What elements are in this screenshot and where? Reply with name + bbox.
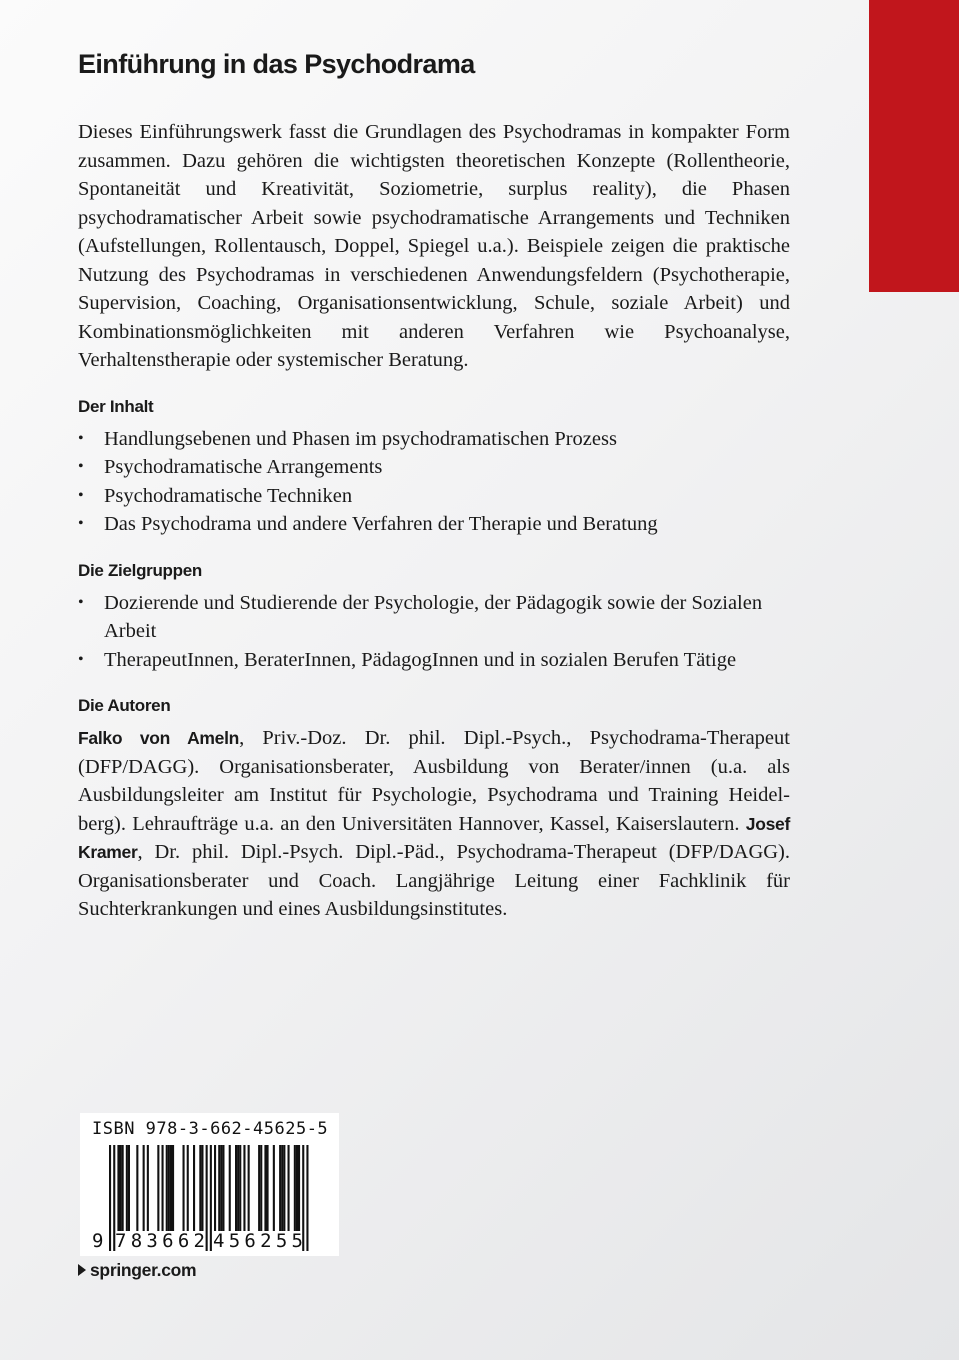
- barcode-bar: [248, 1145, 250, 1231]
- barcode-bar: [237, 1145, 239, 1231]
- barcode-first-digit: 9: [92, 1230, 104, 1252]
- inhalt-list: [78, 425, 790, 539]
- barcode-bar: [120, 1145, 122, 1231]
- barcode-bar: [201, 1145, 203, 1231]
- list-item: • Handlungsebenen und Phasen im psychodramatischen Prozess: [78, 425, 790, 454]
- barcode-bar: [136, 1145, 138, 1231]
- barcode-bar: [147, 1145, 149, 1231]
- authors-paragraph: [78, 724, 790, 924]
- springer-link[interactable]: [78, 1260, 196, 1281]
- barcode-bar: [193, 1145, 195, 1231]
- section-heading-zielgruppen: Die Zielgruppen: [78, 560, 202, 580]
- list-item: • Psychodramatische Techniken: [78, 482, 790, 511]
- barcode-bar: [170, 1145, 172, 1231]
- barcode-bar: [143, 1145, 145, 1231]
- barcode-bar: [273, 1145, 275, 1231]
- barcode-bar: [128, 1145, 130, 1231]
- list-item: • TherapeutInnen, BeraterInnen, PädagogInnen und in sozialen Berufen Tätige: [78, 646, 790, 675]
- barcode-bar: [243, 1145, 245, 1231]
- barcode-bar: [296, 1145, 298, 1231]
- barcode-guard-bar: [206, 1145, 208, 1251]
- barcode-bar: [298, 1145, 300, 1231]
- zielgruppen-list: [78, 589, 790, 675]
- barcode-bar: [267, 1145, 269, 1231]
- barcode-bar: [239, 1145, 241, 1231]
- list-item: • Psychodramatische Arrangements: [78, 453, 790, 482]
- book-title: Einführung in das Psychodrama: [78, 49, 475, 79]
- barcode-bar: [222, 1145, 224, 1231]
- back-cover-text: [78, 44, 790, 924]
- barcode-bar: [157, 1145, 159, 1231]
- barcode-bar: [281, 1145, 283, 1231]
- barcode-guard-bar: [210, 1145, 212, 1251]
- author-name-1: Falko von Ameln: [78, 728, 240, 748]
- barcode-bar: [279, 1145, 281, 1231]
- isbn-label: ISBN 978-3-662-45625-5: [92, 1119, 329, 1139]
- barcode-bar: [214, 1145, 216, 1231]
- barcode-right-digits: 456255: [213, 1230, 303, 1252]
- barcode-bar: [117, 1145, 119, 1231]
- author-bio-1: , Priv.-Doz. Dr. phil. Dipl.-Psych., Psychodrama-Therapeut (DFP/DAGG). Organisationsberater, Ausbildung von Berater/innen (u.a. als Ausbildungsleiter am Institut für Psychologie, Psychodrama und Training Heidelberg). Lehraufträge u.a. an den Universitäten Hannover, Kassel, Kaiserslautern.: [78, 727, 790, 835]
- barcode-bar: [218, 1145, 220, 1231]
- barcode-bar: [264, 1145, 266, 1231]
- author-bio-2: , Dr. phil. Dipl.-Psych. Dipl.-Päd., Psychodrama-Therapeut (DFP/​DAGG). Organisationsberater und Coach. Langjährige Leitung einer Fachklinik für Suchterkrankungen und eines Ausbildungsinstitutes.: [78, 841, 790, 920]
- intro-paragraph: Dieses Einführungswerk fasst die Grundlagen des Psychodramas in kompakter Form zusammen. Dazu gehören die wichtigsten theoretischen Konzepte (Rollentheorie, Spontaneität und Kreativität, Soziometrie, surplus reality), die Phasen psychodramatischer Arbeit sowie psychodramatische Arrangements und Techniken (Aufstellungen, Rollentausch, Doppel, Spiegel u.a.). Beispiele zeigen die praktische Nutzung des Psychodramas in verschiedenen Anwendungsfeldern (Psychotherapie, Supervision, Coaching, Organisationsentwicklung, Schule, soziale Arbeit) und Kombinationsmöglichkeiten mit anderen Verfahren wie Psychoanalyse, Verhaltenstherapie oder systemischer Beratung.: [78, 121, 790, 371]
- isbn-barcode: [80, 1113, 339, 1256]
- barcode-bar: [168, 1145, 170, 1231]
- author-name-2: Josef Kramer: [78, 813, 790, 862]
- section-heading-autoren: Die Autoren: [78, 696, 171, 715]
- list-item: • Dozierende und Studierende der Psychologie, der Pädagogik sowie der Sozialen Arbeit: [78, 589, 790, 646]
- red-accent-band: [869, 0, 959, 292]
- barcode-bar: [260, 1145, 262, 1231]
- section-heading-inhalt: Der Inhalt: [78, 396, 154, 416]
- springer-link-text: springer.com: [90, 1260, 197, 1280]
- barcode-bar: [187, 1145, 189, 1231]
- barcode-bar: [294, 1145, 296, 1231]
- list-item: • Das Psychodrama und andere Verfahren der Therapie und Beratung: [78, 510, 790, 539]
- barcode-bar: [162, 1145, 164, 1231]
- barcode-bar: [183, 1145, 185, 1231]
- barcode-bar: [229, 1145, 231, 1231]
- barcode-bar: [288, 1145, 290, 1231]
- barcode-bar: [172, 1145, 174, 1231]
- triangle-right-icon: [78, 1264, 86, 1276]
- barcode-bar: [283, 1145, 285, 1231]
- barcode-bar: [122, 1145, 124, 1231]
- barcode-guard-bar: [306, 1145, 308, 1251]
- barcode-bar: [199, 1145, 201, 1231]
- barcode-bars: [80, 1113, 339, 1256]
- barcode-bar: [126, 1145, 128, 1231]
- barcode-bar: [166, 1145, 168, 1231]
- barcode-bar: [258, 1145, 260, 1231]
- barcode-guard-bar: [109, 1145, 111, 1251]
- barcode-left-digits: 783662: [115, 1230, 205, 1252]
- barcode-bar: [220, 1145, 222, 1231]
- barcode-bar: [235, 1145, 237, 1231]
